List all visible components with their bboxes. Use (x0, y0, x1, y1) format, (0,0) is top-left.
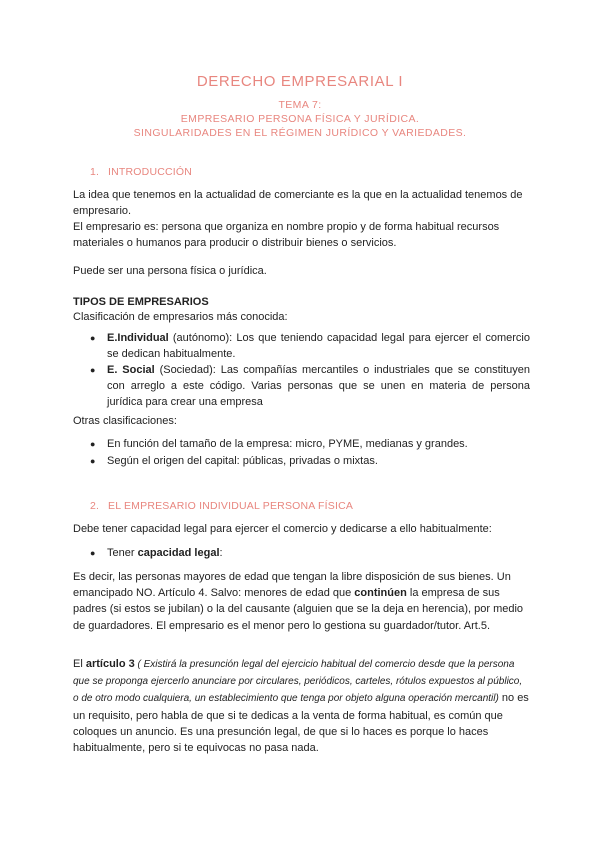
intro-paragraph-2: El empresario es: persona que organiza en nombre propio y de forma habitual recursos materiales o humanos para producir o distribuir bienes o servicios. (73, 221, 500, 250)
p3-pre: El (73, 658, 86, 670)
other-item (90, 453, 530, 469)
section-2-paragraph-1: Debe tener capacidad legal para ejercer el comercio y dedicarse a ello habitualmente: (73, 523, 492, 535)
bullet-icon: ● (90, 456, 96, 466)
course-title: DERECHO EMPRESARIAL I (196, 73, 404, 90)
capacity-pre: Tener (107, 547, 138, 559)
types-heading-text: TIPOS DE EMPRESARIOS (73, 296, 209, 308)
type-item-social (90, 362, 530, 411)
other-item (90, 436, 530, 452)
other-item-text: En función del tamaño de la empresa: micro, PYME, medianas y grandes. (107, 438, 468, 450)
type-term: E. Social (107, 364, 155, 376)
section-2-paragraph-2 (73, 569, 529, 634)
types-heading (73, 294, 529, 310)
section-1-number: 1. (90, 166, 100, 178)
bullet-icon: ● (90, 439, 96, 449)
section-2-number: 2. (90, 500, 100, 512)
section-1-heading (90, 166, 192, 178)
section-2-heading (90, 500, 353, 512)
topic-title-line1: EMPRESARIO PERSONA FÍSICA Y JURÍDICA. (180, 113, 420, 125)
p3-italic-quote: ( Existirá la presunción legal del ejercicio habitual del comercio desde que la persona que se proponga ejercerlo anunciare por circulares, periódicos, carteles, rótulos expuestos al público, o de otro modo cualquiera, un establecimiento que tenga por objeto alguna operación mercantil) (73, 659, 523, 705)
capacity-bold: capacidad legal (137, 547, 220, 559)
type-description: (autónomo): Los que teniendo capacidad legal para ejercer el comercio se dedican habitualmente. (107, 332, 530, 361)
bullet-icon: ● (90, 548, 96, 558)
other-item-text: Según el origen del capital: públicas, privadas o mixtas. (107, 455, 378, 467)
p2-part-b: la empresa de sus padres (si estos se jubilan) o la del causante (alguien que se la deja en herencia), por medio de guardadores. El empresario es el menor pero lo gestiona su guardador/tutor. Art.5. (73, 587, 524, 632)
type-term: E.Individual (107, 332, 169, 344)
topic-number: TEMA 7: (278, 99, 322, 111)
bullet-icon: ● (90, 365, 96, 375)
intro-paragraph-1: La idea que tenemos en la actualidad de comerciante es la que en la actualidad tenemos de empresario. (73, 189, 523, 218)
type-item-individual (90, 330, 530, 362)
type-description: (Sociedad): Las compañías mercantiles o industriales que se constituyen con arreglo a este código. Varias personas que se unen en materia de persona jurídica para crear una empresa (107, 364, 530, 409)
p2-bold: continúen (354, 587, 407, 600)
capacity-bullet (90, 545, 530, 561)
types-intro: Clasificación de empresarios más conocida: (73, 311, 288, 323)
section-2-title: EL EMPRESARIO INDIVIDUAL PERSONA FÍSICA (108, 500, 354, 512)
bullet-icon: ● (90, 333, 96, 343)
capacity-post: : (219, 547, 223, 559)
p3-post: no es un requisito, pero habla de que si te dedicas a la venta de forma habitual, es común que coloques un anuncio. Es una presunción legal, de que si lo haces es porque lo haces habitualmente, pero si te equivocas no pasa nada. (73, 692, 529, 755)
p2-part-a: Es decir, las personas mayores de edad que tengan la libre disposición de sus bienes. Un emancipado NO. Artículo 4. Salvo: menores de edad que (73, 571, 511, 600)
section-2-paragraph-3 (73, 656, 529, 756)
other-intro: Otras clasificaciones: (73, 415, 177, 427)
p3-bold: artículo 3 (85, 658, 135, 670)
topic-title-line2: SINGULARIDADES EN EL RÉGIMEN JURÍDICO Y VARIEDADES. (133, 127, 467, 139)
intro-paragraph-3: Puede ser una persona física o jurídica. (73, 265, 267, 277)
section-1-title: INTRODUCCIÓN (108, 166, 193, 178)
